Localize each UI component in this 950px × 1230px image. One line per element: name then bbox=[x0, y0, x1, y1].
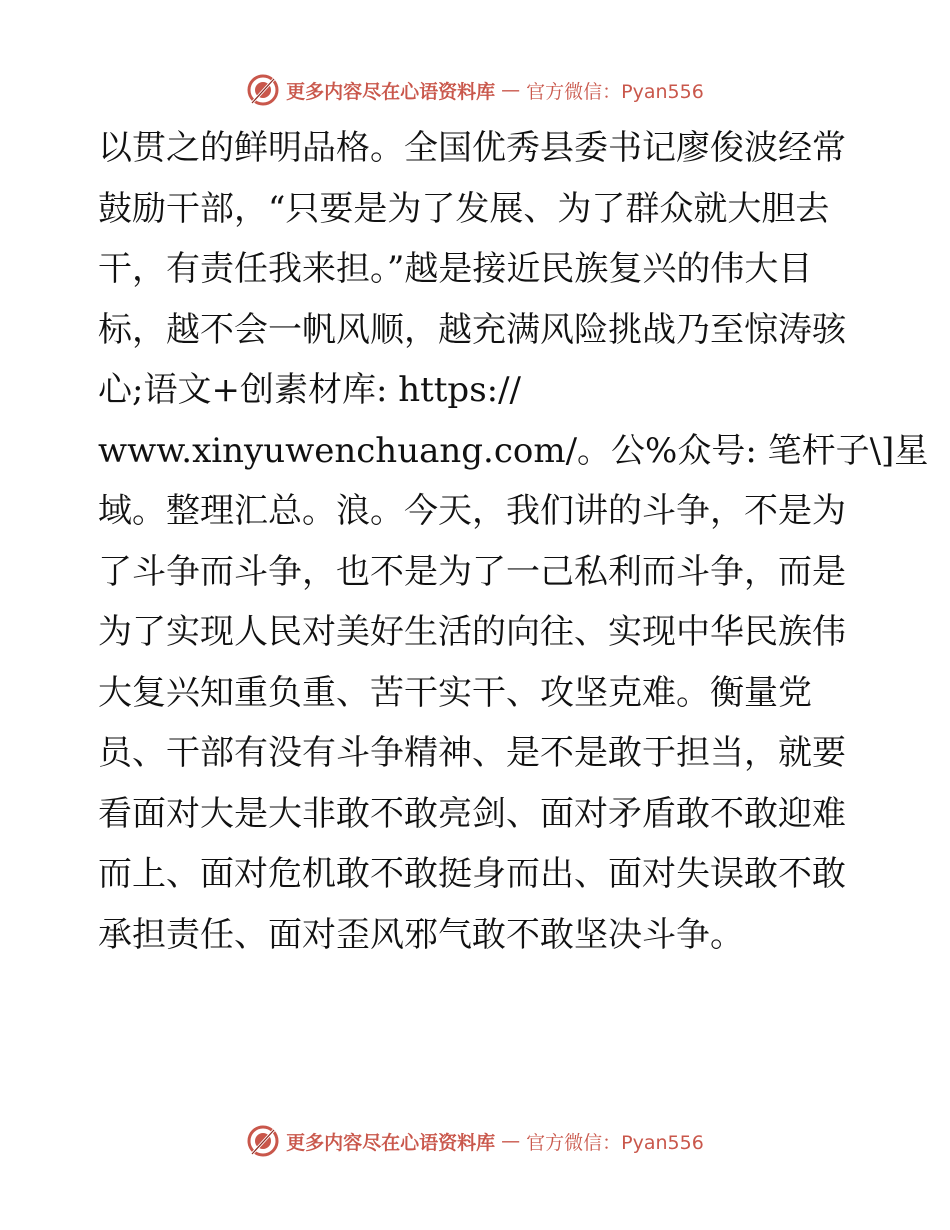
header-banner bbox=[0, 70, 950, 110]
text-line: 而上、面对危机敢不敢挺身而出、面对失误敢不敢 bbox=[98, 854, 846, 894]
document-body bbox=[98, 118, 929, 965]
text-line: 域。整理汇总。浪。今天，我们讲的斗争，不是为 bbox=[98, 491, 846, 531]
text-line: 为了实现人民对美好生活的向往、实现中华民族伟 bbox=[98, 612, 846, 652]
text-line: 了斗争而斗争，也不是为了一己私利而斗争，而是 bbox=[98, 551, 846, 592]
text-line: 心;语文+创素材库: https:// bbox=[98, 370, 522, 410]
text-line: 员、干部有没有斗争精神、是不是敢于担当，就要 bbox=[98, 733, 846, 773]
footer-brand-text: 更多内容尽在心语资料库 bbox=[286, 1131, 496, 1154]
footer-banner bbox=[0, 1121, 950, 1161]
quill-seal-icon bbox=[246, 73, 280, 107]
quill-seal-icon bbox=[246, 1124, 280, 1158]
text-line: www.xinyuwenchuang.com/。公%众号: 笔杆子\]星 bbox=[98, 430, 929, 471]
text-line: 干，有责任我来担。”越是接近民族复兴的伟大目 bbox=[98, 249, 813, 289]
header-brand-text: 更多内容尽在心语资料库 bbox=[286, 80, 496, 103]
footer-separator: — bbox=[501, 1130, 521, 1152]
text-line: 标，越不会一帆风顺，越充满风险挑战乃至惊涛骇 bbox=[98, 309, 846, 350]
header-contact-text: 官方微信：Pyan556 bbox=[526, 80, 704, 103]
header-separator: — bbox=[501, 79, 521, 101]
text-line: 看面对大是大非敢不敢亮剑、面对矛盾敢不敢迎难 bbox=[98, 793, 846, 834]
footer-contact-text: 官方微信：Pyan556 bbox=[526, 1131, 704, 1154]
text-line: 大复兴知重负重、苦干实干、攻坚克难。衡量党 bbox=[98, 672, 812, 713]
text-line: 鼓励干部，“只要是为了发展、为了群众就大胆去 bbox=[98, 188, 830, 229]
text-line: 以贯之的鲜明品格。全国优秀县委书记廖俊波经常 bbox=[98, 128, 846, 168]
text-line: 承担责任、面对歪风邪气敢不敢坚决斗争。 bbox=[98, 914, 744, 955]
